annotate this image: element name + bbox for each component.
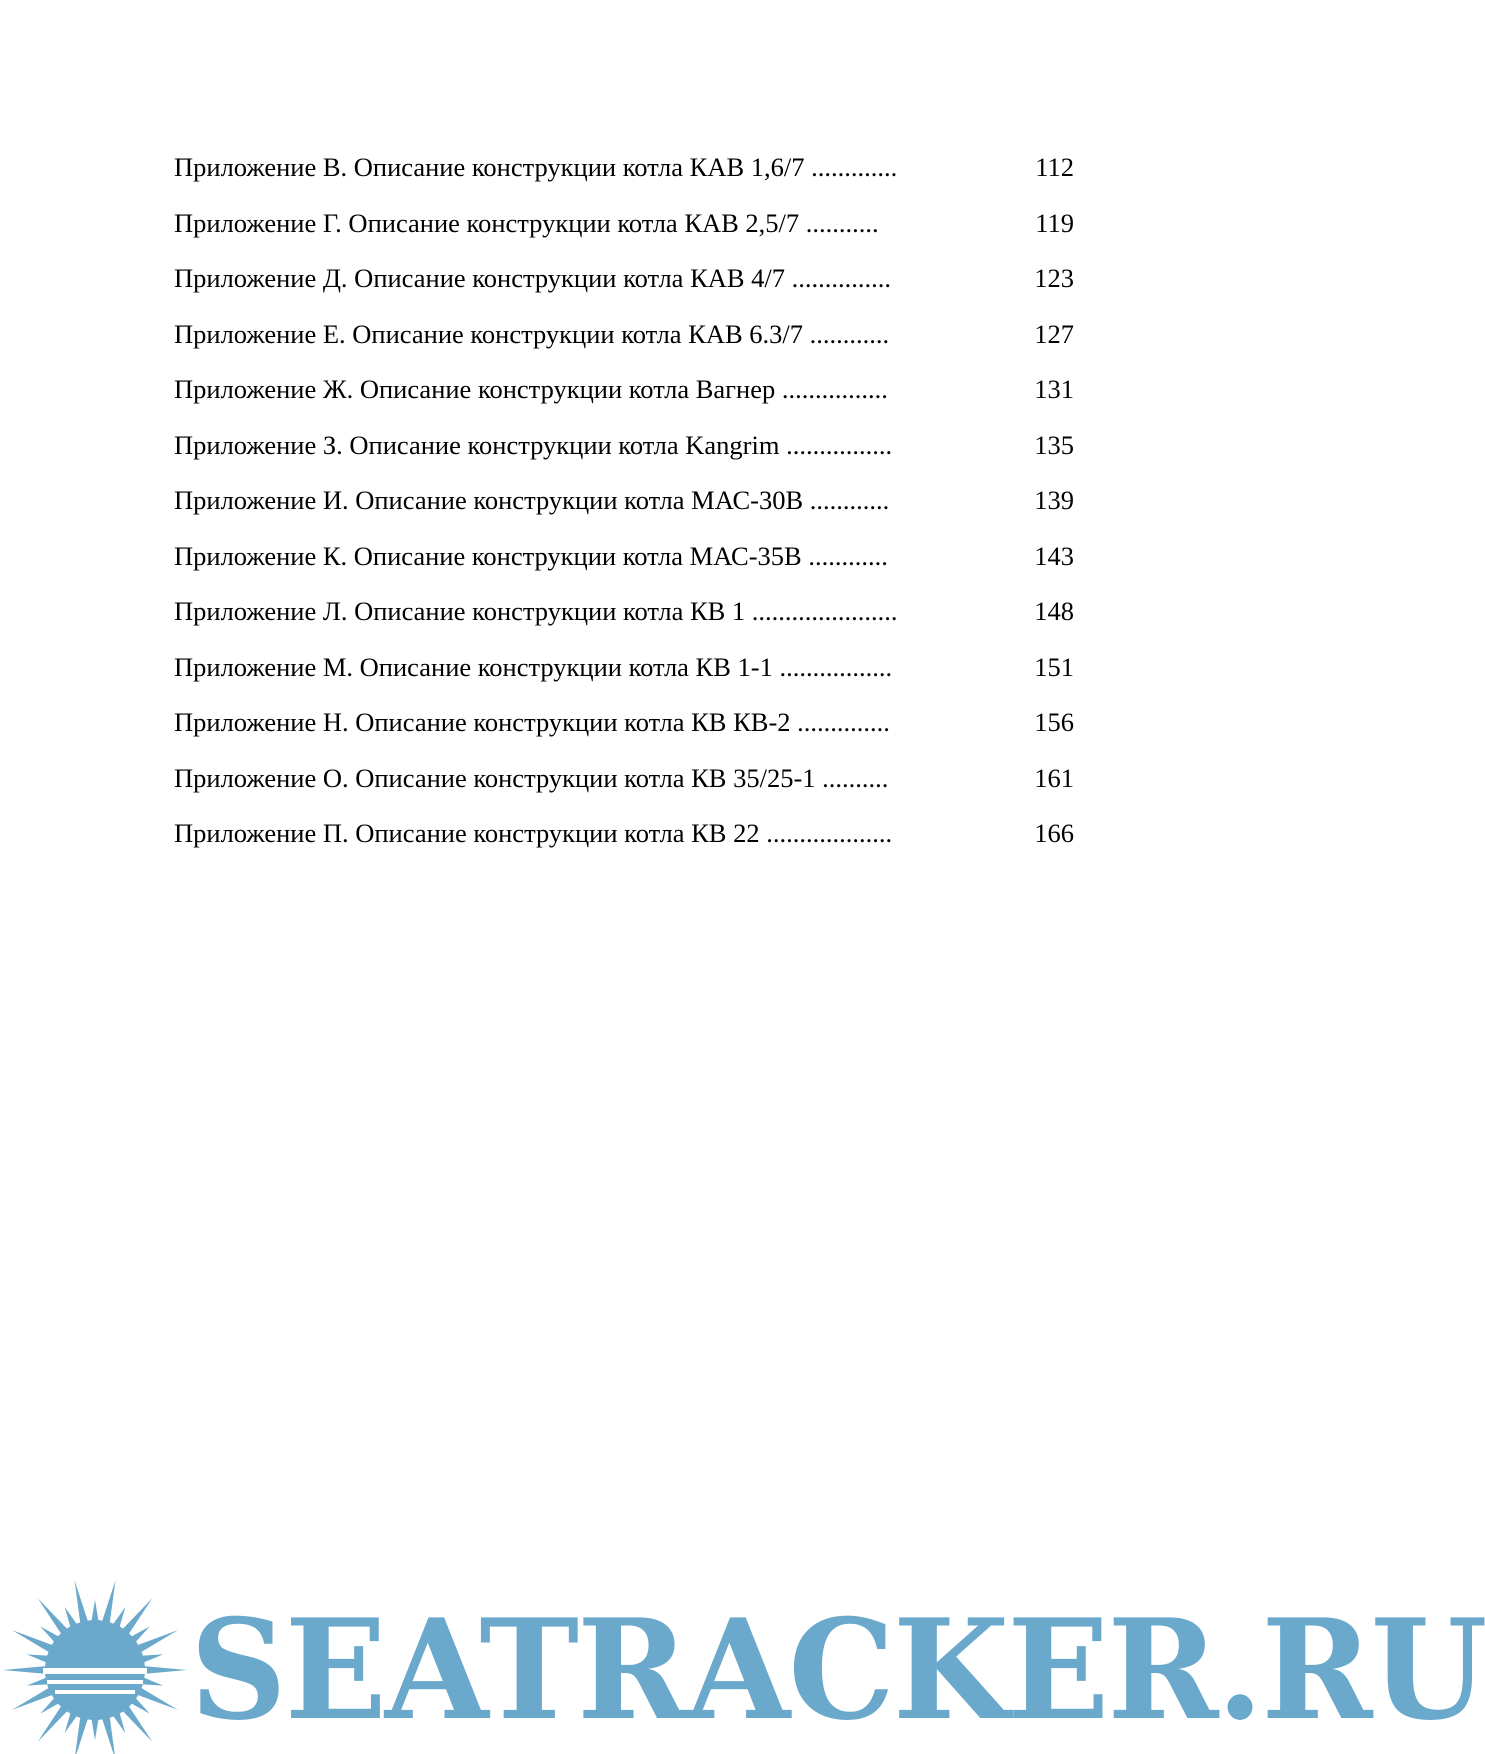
toc-entry: [174, 362, 1074, 418]
toc-entry-title: Приложение М. Описание конструкции котла КВ 1-1 .................: [174, 651, 893, 682]
toc-entry: [174, 418, 1074, 474]
toc-entry-page: 143: [1034, 540, 1074, 571]
toc-entry-page: 148: [1034, 596, 1074, 626]
toc-entry-title: Приложение Е. Описание конструкции котла КАВ 6.3/7 ............: [174, 318, 890, 349]
toc-entry-page: 112: [1035, 152, 1074, 182]
toc-entry-page: 123: [1034, 263, 1074, 293]
toc-entry-title: Приложение К. Описание конструкции котла МАС-35В ............: [174, 540, 888, 571]
toc-entry-page: 127: [1034, 318, 1074, 349]
toc-entry-page: 131: [1034, 374, 1074, 404]
toc-entry-title: Приложение Д. Описание конструкции котла КАВ 4/7 ...............: [174, 263, 892, 293]
toc-entry: [174, 251, 1074, 307]
toc-entry-title: Приложение В. Описание конструкции котла КАВ 1,6/7 .............: [174, 152, 898, 182]
toc-entry-page: 166: [1034, 818, 1074, 848]
table-of-contents: [174, 140, 1074, 862]
toc-entry-title: Приложение Ж. Описание конструкции котла Вагнер ................: [174, 374, 888, 404]
toc-entry: [174, 751, 1074, 807]
toc-entry-title: Приложение О. Описание конструкции котла КВ 35/25-1 ..........: [174, 762, 889, 793]
toc-entry: [174, 806, 1074, 862]
toc-entry-title: Приложение Н. Описание конструкции котла КВ КВ-2 ..............: [174, 707, 890, 737]
toc-entry: [174, 529, 1074, 585]
watermark-text: SEATRACKER.RU: [190, 1588, 1485, 1751]
toc-entry-page: 139: [1034, 485, 1074, 515]
toc-entry-title: Приложение И. Описание конструкции котла МАС-30В ............: [174, 485, 890, 515]
toc-entry-title: Приложение З. Описание конструкции котла Kangrim ................: [174, 429, 893, 460]
toc-entry: [174, 307, 1074, 363]
toc-entry-page: 161: [1034, 762, 1074, 793]
toc-entry: [174, 473, 1074, 529]
toc-entry: [174, 640, 1074, 696]
toc-entry-page: 135: [1034, 429, 1074, 460]
toc-entry: [174, 196, 1074, 252]
toc-entry-page: 119: [1035, 207, 1074, 238]
toc-entry-title: Приложение Г. Описание конструкции котла КАВ 2,5/7 ...........: [174, 207, 879, 238]
toc-entry-title: Приложение Л. Описание конструкции котла КВ 1 ......................: [174, 596, 898, 626]
toc-entry-title: Приложение П. Описание конструкции котла КВ 22 ...................: [174, 818, 893, 848]
toc-entry: [174, 140, 1074, 196]
toc-entry-page: 151: [1034, 651, 1074, 682]
sun-over-sea-icon: [3, 1580, 187, 1754]
toc-entry: [174, 584, 1074, 640]
toc-entry-page: 156: [1034, 707, 1074, 737]
toc-entry: [174, 695, 1074, 751]
